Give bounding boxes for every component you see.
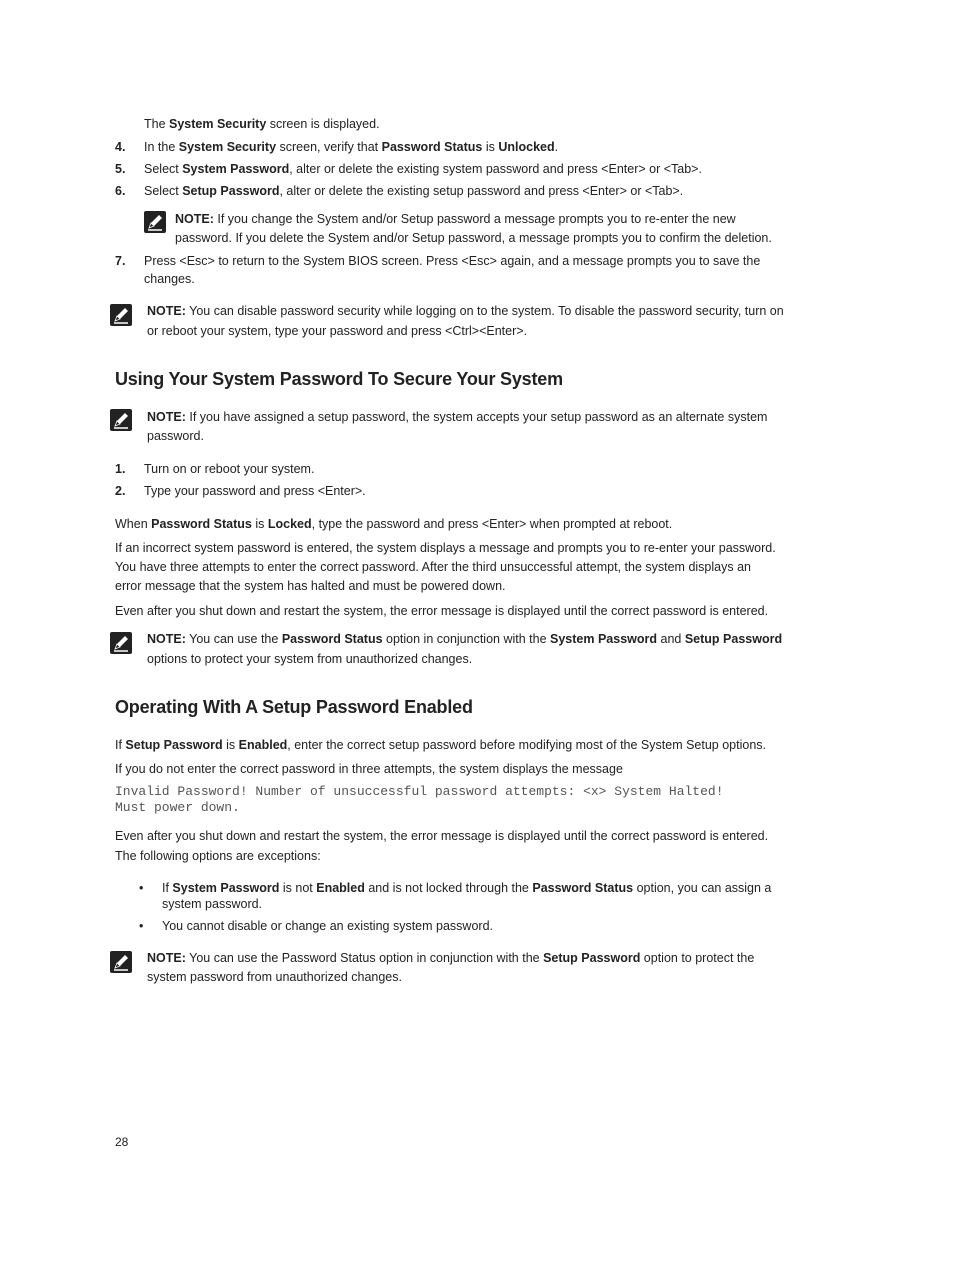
step-number: 2.	[115, 484, 126, 498]
note-2-line-1: NOTE: You can disable password security while logging on to the system. To disable the password security, turn on	[147, 304, 784, 318]
step-4: In the System Security screen, verify that Password Status is Unlocked.	[144, 140, 559, 154]
step-number: 6.	[115, 184, 126, 198]
paragraph: Even after you shut down and restart the system, the error message is displayed until the correct password is entered.	[115, 604, 769, 618]
section-heading: Operating With A Setup Password Enabled	[115, 697, 473, 717]
page-number: 28	[115, 1135, 129, 1149]
note-2-line-2: or reboot your system, type your password and press <Ctrl><Enter>.	[147, 324, 528, 338]
bullet-item-line-2: system password.	[162, 897, 263, 911]
note-5-line-2: system password from unauthorized changes.	[147, 970, 402, 984]
note-pencil-icon	[110, 951, 132, 973]
step-intro: The System Security screen is displayed.	[144, 117, 380, 131]
paragraph: When Password Status is Locked, type the password and press <Enter> when prompted at reboot.	[115, 517, 673, 531]
note-5-line-1: NOTE: You can use the Password Status option in conjunction with the Setup Password option to protect the	[147, 951, 755, 965]
paragraph: If Setup Password is Enabled, enter the correct setup password before modifying most of the System Setup options.	[115, 738, 766, 752]
bullet-mark: •	[139, 919, 144, 933]
paragraph-line: error message that the system has halted and must be powered down.	[115, 579, 506, 593]
paragraph-line: Even after you shut down and restart the system, the error message is displayed until the correct password is entered.	[115, 829, 769, 843]
paragraph: If you do not enter the correct password in three attempts, the system displays the message	[115, 762, 623, 776]
bullet-item-line-1: If System Password is not Enabled and is not locked through the Password Status option, you can assign a	[162, 881, 772, 895]
bullet-item: You cannot disable or change an existing system password.	[162, 919, 493, 933]
note-3-line-1: NOTE: If you have assigned a setup password, the system accepts your setup password as an alternate system	[147, 410, 768, 424]
note-4-line-1: NOTE: You can use the Password Status option in conjunction with the System Password and Setup Password	[147, 632, 783, 646]
step-5: Select System Password, alter or delete the existing system password and press <Enter> or <Tab>.	[144, 162, 702, 176]
step-1: Turn on or reboot your system.	[144, 462, 315, 476]
paragraph-line: If an incorrect system password is entered, the system displays a message and prompts you to re-enter your password.	[115, 541, 776, 555]
error-message-code: Must power down.	[115, 800, 240, 815]
note-pencil-icon	[110, 632, 132, 654]
step-6: Select Setup Password, alter or delete the existing setup password and press <Enter> or <Tab>.	[144, 184, 684, 198]
note-1-line-2: password. If you delete the System and/or Setup password, a message prompts you to confirm the deletion.	[175, 231, 772, 245]
step-number: 4.	[115, 140, 126, 154]
note-pencil-icon	[144, 211, 166, 233]
note-1-line-1: NOTE: If you change the System and/or Setup password a message prompts you to re-enter the new	[175, 212, 736, 226]
step-number: 1.	[115, 462, 126, 476]
step-7-line-1: Press <Esc> to return to the System BIOS screen. Press <Esc> again, and a message prompts you to save the	[144, 254, 761, 268]
step-7-line-2: changes.	[144, 272, 195, 286]
paragraph-line: The following options are exceptions:	[115, 849, 321, 863]
section-heading: Using Your System Password To Secure Your System	[115, 369, 563, 389]
step-2: Type your password and press <Enter>.	[144, 484, 366, 498]
step-number: 5.	[115, 162, 126, 176]
note-3-line-2: password.	[147, 429, 204, 443]
note-4-line-2: options to protect your system from unauthorized changes.	[147, 652, 473, 666]
paragraph-line: You have three attempts to enter the correct password. After the third unsuccessful attempt, the system displays an	[115, 560, 751, 574]
error-message-code: Invalid Password! Number of unsuccessful password attempts: <x> System Halted!	[115, 784, 724, 799]
note-pencil-icon	[110, 304, 132, 326]
step-number: 7.	[115, 254, 126, 268]
bullet-mark: •	[139, 881, 144, 895]
note-pencil-icon	[110, 409, 132, 431]
